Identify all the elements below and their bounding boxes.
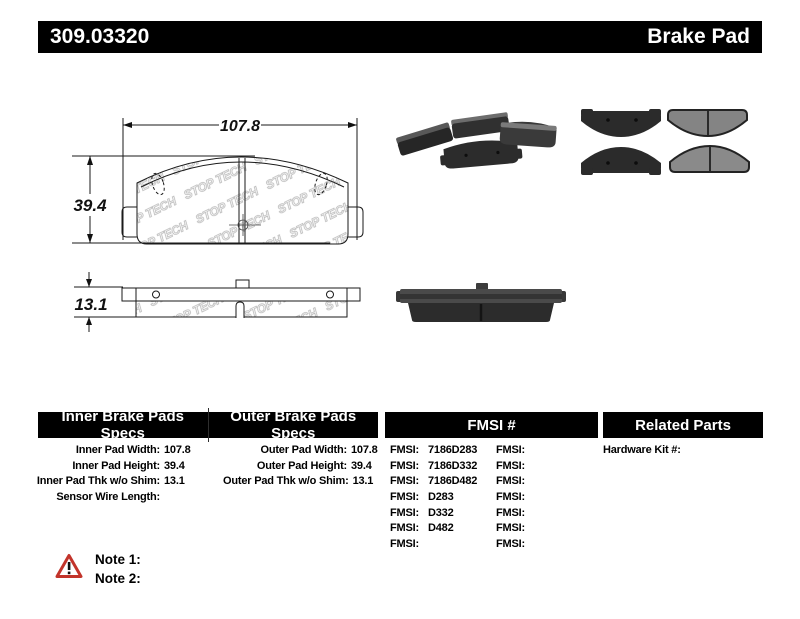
- spec-value: 39.4: [164, 459, 185, 472]
- fmsi-label: FMSI:: [390, 490, 419, 503]
- technical-drawing: [30, 85, 375, 345]
- related-row: [603, 442, 685, 458]
- part-number: 309.03320: [50, 25, 150, 48]
- fmsi-label: FMSI:: [390, 506, 419, 519]
- outer-specs-column: [223, 442, 378, 489]
- spec-row: [36, 473, 191, 489]
- spec-value: 107.8: [164, 443, 191, 456]
- pad-back-bottom: [581, 147, 661, 175]
- fmsi-label: FMSI:: [496, 459, 525, 472]
- fmsi-label: FMSI:: [496, 522, 525, 535]
- spec-row: [36, 458, 191, 474]
- side-view-drawing: [122, 280, 360, 318]
- fmsi-value: 7186D283: [428, 443, 478, 456]
- fmsi-row: [390, 505, 477, 521]
- width-dim-label: 107.8: [219, 118, 261, 135]
- spec-row: [223, 473, 378, 489]
- fmsi-label: FMSI:: [496, 443, 525, 456]
- notes-block: [95, 551, 141, 588]
- fmsi-value: 7186D482: [428, 475, 478, 488]
- outer-specs-header: Outer Brake Pads Specs: [208, 408, 379, 442]
- fmsi-label: FMSI:: [390, 475, 419, 488]
- spec-value: 39.4: [351, 459, 372, 472]
- spec-value: 13.1: [164, 475, 185, 488]
- spec-label: Inner Pad Height:: [72, 459, 160, 472]
- note-1-label: Note 1:: [95, 552, 141, 567]
- pad-friction-bottom: [670, 146, 749, 172]
- height-dim-label: 39.4: [73, 196, 107, 215]
- fmsi-row: [496, 489, 534, 505]
- spec-label: Inner Pad Thk w/o Shim:: [36, 475, 160, 488]
- fmsi-row: [496, 458, 534, 474]
- fmsi-row: [496, 473, 534, 489]
- title-bar: [38, 21, 762, 53]
- spec-row: [36, 442, 191, 458]
- fmsi-row: [390, 458, 477, 474]
- fmsi-column-2: [496, 442, 534, 552]
- spec-label: Sensor Wire Length:: [56, 490, 160, 503]
- fmsi-label: FMSI:: [496, 537, 525, 550]
- fmsi-row: [390, 473, 477, 489]
- fmsi-label: FMSI:: [390, 459, 419, 472]
- fmsi-row: [496, 536, 534, 552]
- spec-label: Outer Pad Height:: [256, 459, 347, 472]
- pad-photo-right: [499, 120, 557, 148]
- fmsi-row: [390, 489, 477, 505]
- fmsi-row: [390, 520, 477, 536]
- fmsi-row: [390, 442, 477, 458]
- note-2-label: Note 2:: [95, 570, 141, 586]
- inner-specs-header: Inner Brake Pads Specs: [61, 408, 185, 442]
- brake-pad-pairs-photo: [578, 103, 750, 181]
- fmsi-header: FMSI #: [467, 416, 516, 434]
- fmsi-label: FMSI:: [496, 506, 525, 519]
- related-parts-header-bar: [603, 412, 763, 438]
- fmsi-value: D283: [428, 490, 454, 503]
- fmsi-row: [496, 442, 534, 458]
- spec-label: Outer Pad Width:: [260, 443, 347, 456]
- fmsi-value: D332: [428, 506, 454, 519]
- spec-row: [36, 489, 191, 505]
- fmsi-value: D482: [428, 522, 454, 535]
- spec-row: [223, 442, 378, 458]
- fmsi-label: FMSI:: [496, 475, 525, 488]
- fmsi-row: [496, 520, 534, 536]
- fmsi-label: FMSI:: [390, 443, 419, 456]
- fmsi-value: 7186D332: [428, 459, 478, 472]
- pad-back-top: [581, 109, 661, 137]
- thickness-dimension: [74, 272, 136, 332]
- fmsi-row: [496, 505, 534, 521]
- spec-value: 13.1: [352, 475, 374, 488]
- fmsi-label: FMSI:: [390, 522, 419, 535]
- spec-row: [223, 458, 378, 474]
- warning-triangle-icon: [55, 553, 83, 580]
- specs-header-bar: [38, 408, 378, 442]
- thickness-dim-label: 13.1: [74, 295, 108, 314]
- fmsi-label: FMSI:: [390, 537, 419, 550]
- spec-value: 107.8: [351, 443, 378, 456]
- related-label: Hardware Kit #:: [603, 443, 681, 456]
- inner-specs-column: [36, 442, 191, 505]
- pad-friction-top: [668, 110, 747, 136]
- related-parts-header: Related Parts: [635, 416, 731, 434]
- brake-pad-set-photo: [396, 108, 564, 190]
- fmsi-column-1: [390, 442, 477, 552]
- fmsi-header-bar: [385, 412, 598, 438]
- fmsi-label: FMSI:: [496, 490, 525, 503]
- front-view-drawing: [122, 157, 363, 244]
- related-parts-column: [603, 442, 685, 458]
- fmsi-row: [390, 536, 477, 552]
- spec-label: Inner Pad Width:: [75, 443, 160, 456]
- spec-label: Outer Pad Thk w/o Shim:: [223, 475, 349, 488]
- brake-pad-edge-photo: [396, 282, 566, 332]
- product-type-title: Brake Pad: [647, 25, 750, 48]
